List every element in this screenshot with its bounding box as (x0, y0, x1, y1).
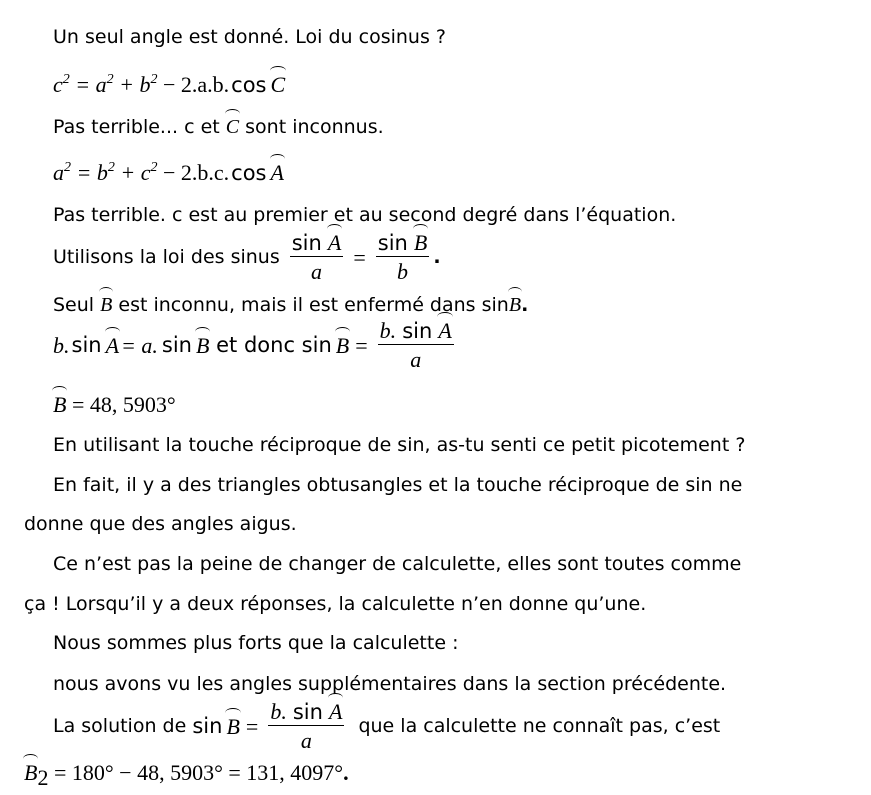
stronger-line: Nous sommes plus forts que la calculette : (53, 632, 459, 654)
sine-b-fraction: $\frac{\text{b. sin A}}{a}$ (379, 318, 452, 372)
unknown-line: Pas terrible... c et C sont inconnus. (53, 116, 384, 138)
degree-line: Pas terrible. c est au premier et au second degré dans l’équation. (53, 204, 677, 226)
angle-c: C (270, 72, 286, 97)
cosine-formula-a: $a^2 = b^2 + c^2 - 2.b.c.\cos$ A (53, 160, 284, 185)
angle-c-inline: C (225, 116, 240, 138)
solution-line: La solution de sin B = $\frac{\text{b. sin A}}{a}$ que la calculette ne connaît pas, c’est (53, 699, 721, 753)
calculator-line-2: ça ! Lorsqu’il y a deux réponses, la calculette n’en donne qu’une. (24, 593, 647, 615)
angle-b-value: B = 48, 5903° (53, 392, 176, 417)
supplementary-line: nous avons vu les angles supplémentaires dans la section précédente. (53, 673, 727, 695)
enclosed-line: Seul B est inconnu, mais il est enfermé dans sinB. (53, 294, 529, 316)
sine-law-line: Utilisons la loi des sinus $\frac{\text{sin A}}{a}$ = $\frac{\text{sin B}}{b}$ . (53, 230, 441, 284)
calculator-line-1: Ce n’est pas la peine de changer de calculette, elles sont toutes comme (53, 553, 742, 575)
obtuse-line-2: donne que des angles aigus. (24, 513, 297, 535)
solution-fraction: $\frac{\text{b. sin A}}{a}$ (270, 699, 343, 753)
sine-ratio-b: $\frac{\text{sin B}}{b}$ (377, 230, 428, 284)
obtuse-line-1: En fait, il y a des triangles obtusangles et la touche réciproque de sin ne (53, 474, 743, 496)
reciprocal-line: En utilisant la touche réciproque de sin, as-tu senti ce petit picotement ? (53, 434, 746, 456)
intro-line: Un seul angle est donné. Loi du cosinus ? (53, 26, 446, 48)
solve-sine-line: b. sin A = a. sin B et donc sin B = $\frac{\text{b. sin A}}{a}$ (53, 318, 452, 372)
sine-ratio-a: $\frac{\text{sin A}}{a}$ (291, 230, 342, 284)
cosine-formula-c: $c^2 = a^2 + b^2 - 2.a.b.\cos$ C (53, 72, 286, 97)
angle-b2-value: $B_2 = 180^\circ - 48$, 5903° = 131, 4097°. (24, 760, 349, 790)
angle-a: A (270, 160, 284, 185)
